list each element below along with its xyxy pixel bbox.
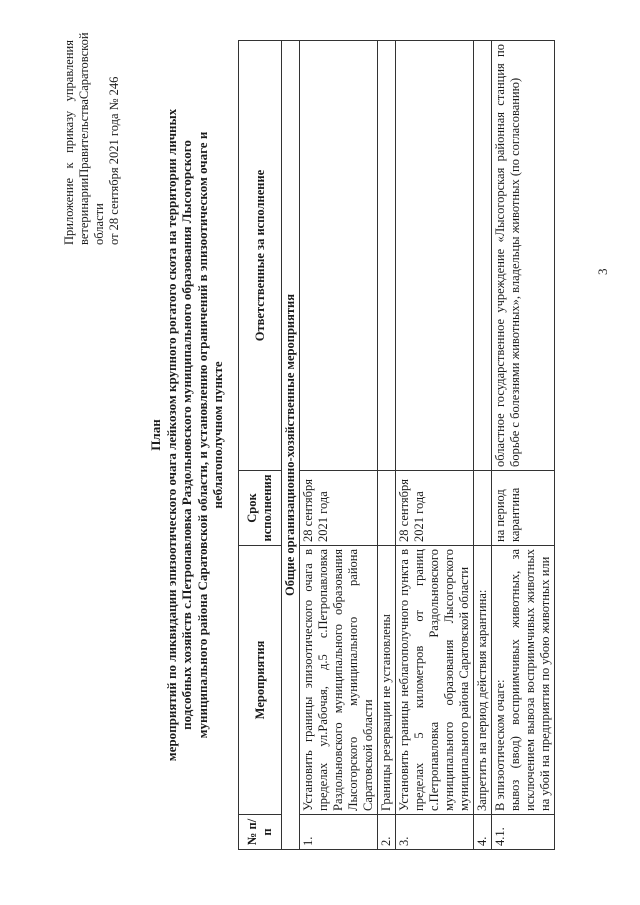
table-row: 2. Границы резервации не установлены — [378, 41, 396, 850]
appendix-date: от 28 сентября 2021 года № 246 — [107, 76, 121, 245]
header-term: Срок исполнения — [239, 471, 282, 546]
title-heading: План — [148, 419, 163, 451]
table-row: 4.1. В эпизоотическом очаге: вывоз (ввод) восприимчивых животных, за исключением вывоза восприимчивых животных на убой на предприятия по убою животных или на период карантина областное государственное учреждение «Лысогорская районная станция по борьбе с болезнями животных», владельцы животных (по согласованию) — [492, 41, 555, 850]
appendix-line2: ветеринарии Правительства Саратовской — [77, 32, 91, 245]
appendix-block — [62, 32, 122, 245]
appendix-line1: Приложение к приказу управления — [62, 40, 76, 245]
header-responsible: Ответственные за исполнение — [239, 41, 282, 471]
section-title: Общие организационно-хозяйственные мероприятия — [282, 41, 300, 850]
page-number: 3 — [595, 268, 610, 275]
header-num: № п/п — [239, 815, 282, 850]
title-text: мероприятий по ликвидации эпизоотического очага лейкозом крупного рогатого скота на территории личных подсобных хозяйств с.Петропавловка Раздольновского муниципального образования Лысогорского муниципального района Саратовской области, и установлению ограничений в эпизоотическом очаге и неблагополучном пункте — [163, 108, 225, 762]
document-title — [148, 105, 226, 765]
row-detail: вывоз (ввод) восприимчивых животных, за исключением вывоза восприимчивых животных на убой на предприятия по убою животных или — [508, 549, 552, 811]
table-row: 3. Установить границы неблагополучного пункта в пределах 5 километров от границ с.Петропавловка Раздольновского муниципального образования Лысогорского муниципального района Саратовской области 28 сентября 2021 года — [396, 41, 474, 850]
table-header-row — [239, 41, 282, 850]
table-row: 1. Установить границы эпизоотического очага в пределах ул.Рабочая, д.5 с.Петропавловка Раздольновского муниципального образования Лысогорского муниципального района Саратовской области 28 сентября 2021 года — [300, 41, 378, 850]
plan-table — [238, 40, 555, 850]
section-row — [282, 41, 300, 850]
table-row: 4. Запретить на период действия карантина: — [474, 41, 492, 850]
row-subtitle: В эпизоотическом очаге: — [493, 679, 507, 811]
appendix-line3: области — [92, 203, 106, 245]
header-action: Мероприятия — [239, 546, 282, 815]
